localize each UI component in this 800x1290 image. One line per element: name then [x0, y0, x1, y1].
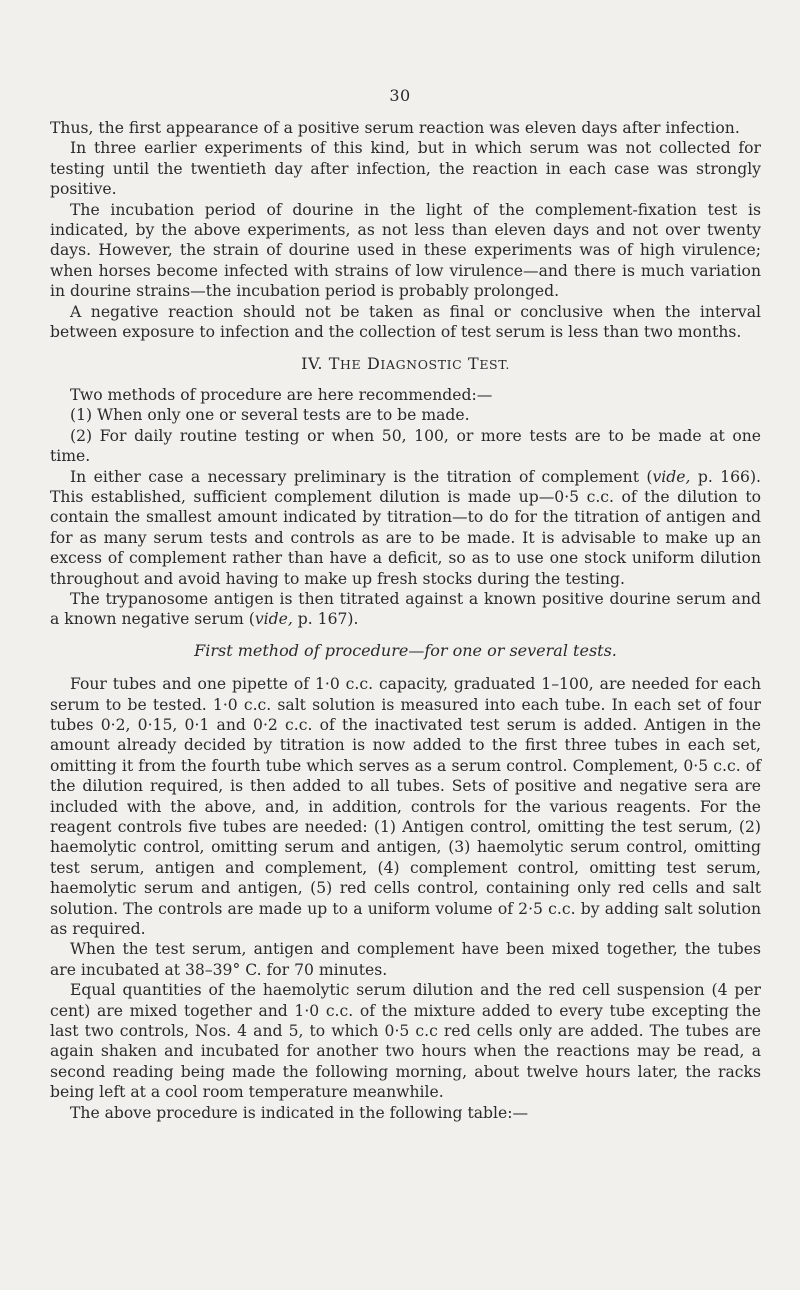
paragraph: Equal quantities of the haemolytic serum dilution and the red cell suspension (4 per cent) are mixed together and 1·0 c.c. of the mixture added to every tube excepting the last two controls, Nos. 4 and 5, to which 0·5 c.c red cells only are added. The tubes are again shaken and incubated for another two hours when the reactions may be read, a second reading being made the following morning, about twelve hours later, the racks being left at a cool room temperature meanwhile.	[50, 981, 761, 1102]
paragraph: The incubation period of dourine in the light of the complement-fixation test is indicated, by the above experiments, as not less than eleven days and not over twenty days. However, the strain of dourine used in these experiments was of high virulence; when horses become infected with strains of low virulence—and there is much variation in dourine strains—the incubation period is probably prolonged.	[50, 200, 761, 301]
list-item: (1) When only one or several tests are to be made.	[70, 406, 470, 425]
page-number: 30	[389, 86, 411, 105]
paragraph: The trypanosome antigen is then titrated against a known positive dourine serum and a known negative serum (vide, p. 167).	[50, 589, 761, 629]
paragraph: The above procedure is indicated in the following table:—	[70, 1103, 529, 1122]
subheading: First method of procedure—for one or several tests.	[194, 640, 617, 660]
body-text	[50, 118, 761, 1123]
paragraph: When the test serum, antigen and complement have been mixed together, the tubes are incubated at 38–39° C. for 70 minutes.	[50, 940, 761, 979]
paragraph: Thus, the first appearance of a positive serum reaction was eleven days after infection.	[50, 119, 740, 137]
paragraph: In either case a necessary preliminary is the titration of complement (vide, p. 166). This established, sufficient complement dilution is made up—0·5 c.c. of the dilution to contain the smallest amount indicated by titration—to do for the titration of antigen and for as many serum tests and controls as are to be made. It is advisable to make up an excess of complement rather than have a deficit, so as to use one stock uniform dilution throughout and avoid having to make up fresh stocks during the testing.	[50, 467, 761, 588]
paragraph: Two methods of procedure are here recommended:—	[70, 385, 493, 404]
paragraph: Four tubes and one pipette of 1·0 c.c. capacity, graduated 1–100, are needed for each serum to be tested. 1·0 c.c. salt solution is measured into each tube. In each set of four tubes 0·2, 0·15, 0·1 and 0·2 c.c. of the inactivated test serum is added. Antigen in the amount already decided by titration is now added to the first three tubes in each set, omitting it from the fourth tube which serves as a serum control. Complement, 0·5 c.c. of the dilution required, is then added to all tubes. Sets of positive and negative sera are included with the above, and, in addition, controls for the various reagents. For the reagent controls five tubes are needed: (1) Antigen control, omitting the test serum, (2) haemolytic control, omitting serum and antigen, (3) haemolytic serum control, omitting test serum, antigen and complement, (4) complement control, omitting test serum, haemolytic serum and antigen, (5) red cells control, containing only red cells and salt solution. The controls are made up to a uniform volume of 2·5 c.c. by adding salt solution as required.	[50, 675, 761, 939]
paragraph: A negative reaction should not be taken as final or conclusive when the interval between exposure to infection and the collection of test serum is less than two months.	[50, 302, 761, 342]
paragraph: In three earlier experiments of this kind, but in which serum was not collected for testing until the twentieth day after infection, the reaction in each case was strongly positive.	[50, 139, 761, 199]
list-item: (2) For daily routine testing or when 50, 100, or more tests are to be made at one time.	[50, 426, 761, 466]
section-heading: IV. THE DIAGNOSTIC TEST.	[301, 354, 510, 374]
